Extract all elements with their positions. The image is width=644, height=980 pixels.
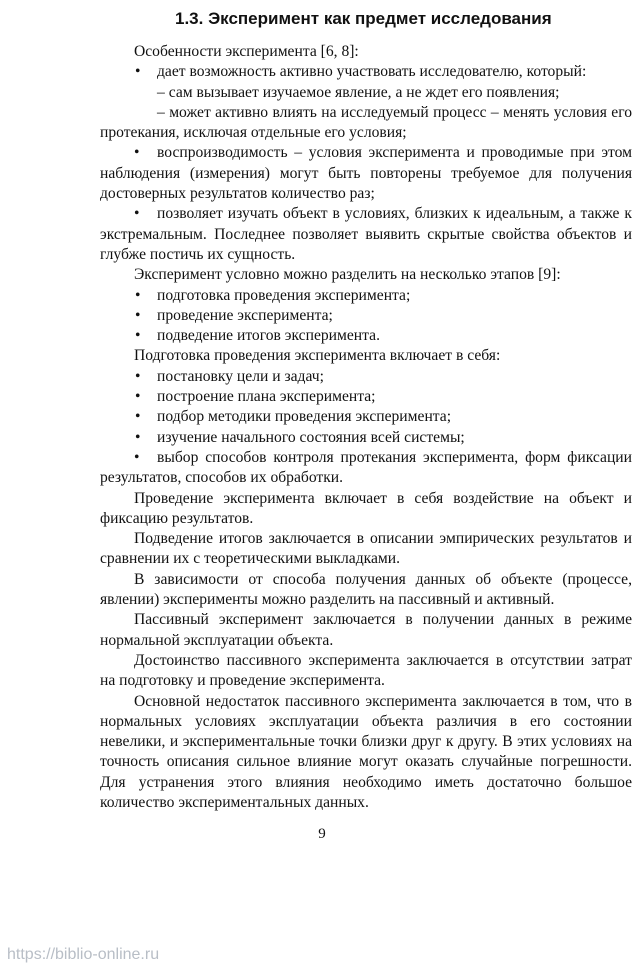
paragraph: Достоинство пассивного эксперимента заключается в отсутствии затрат на подготовку и проведение эксперимента. xyxy=(100,651,632,690)
paragraph: Подведение итогов заключается в описании эмпирических результатов и сравнении их с теоретическими выкладками. xyxy=(100,530,632,568)
paragraph: Проведение эксперимента включает в себя воздействие на объект и фиксацию результатов. xyxy=(100,489,632,527)
document-body xyxy=(100,42,632,813)
page-number: 9 xyxy=(318,826,326,842)
list-item: • подбор методики проведения эксперимента; xyxy=(135,408,452,426)
paragraph: Подготовка проведения эксперимента включает в себя: xyxy=(134,347,501,365)
list-item: • подведение итогов эксперимента. xyxy=(135,327,380,345)
list-item: • выбор способов контроля протекания эксперимента, форм фиксации результатов, способов их обработки. xyxy=(100,448,632,487)
paragraph: В зависимости от способа получения данных об объекте (процессе, явлении) эксперименты можно разделить на пассивный и активный. xyxy=(100,570,632,609)
list-item: • дает возможность активно участвовать исследователю, который: xyxy=(135,63,587,81)
list-item: • построение плана эксперимента; xyxy=(135,388,376,406)
list-item: – может активно влиять на исследуемый процесс – менять условия его протекания, исключая отдельные его условия; xyxy=(100,103,632,142)
paragraph: Основной недостаток пассивного эксперимента заключается в том, что в нормальных условиях эксплуатации объекта различия в его состоянии невелики, и экспериментальные точки близки друг к другу. В этих условиях на точность описания сильное влияние могут оказать случайные погрешности. Для устранения этого влияния необходимо иметь достаточно большое количество экспериментальных данных. xyxy=(100,692,632,811)
list-item: • подготовка проведения эксперимента; xyxy=(135,286,411,304)
list-item: • воспроизводимость – условия эксперимента и проводимые при этом наблюдения (измерения) могут быть повторены требуемое для получения достоверных результатов количество раз; xyxy=(100,144,632,203)
paragraph: Эксперимент условно можно разделить на несколько этапов [9]: xyxy=(134,266,561,284)
list-item: • постановку цели и задач; xyxy=(135,367,324,385)
list-item: • изучение начального состояния всей системы; xyxy=(135,428,465,446)
paragraph: Особенности эксперимента [6, 8]: xyxy=(134,43,359,60)
section-title: 1.3. Эксперимент как предмет исследования xyxy=(175,9,552,28)
list-item: • проведение эксперимента; xyxy=(135,306,333,324)
list-item: – сам вызывает изучаемое явление, а не ждет его появления; xyxy=(157,83,560,101)
list-item: • позволяет изучать объект в условиях, близких к идеальным, а также к экстремальным. Последнее позволяет выявить скрытые свойства объектов и глубже постичь их сущность. xyxy=(100,205,632,263)
footer-url[interactable]: https://biblio-online.ru xyxy=(7,946,160,963)
paragraph: Пассивный эксперимент заключается в получении данных в режиме нормальной эксплуатации объекта. xyxy=(100,611,632,649)
